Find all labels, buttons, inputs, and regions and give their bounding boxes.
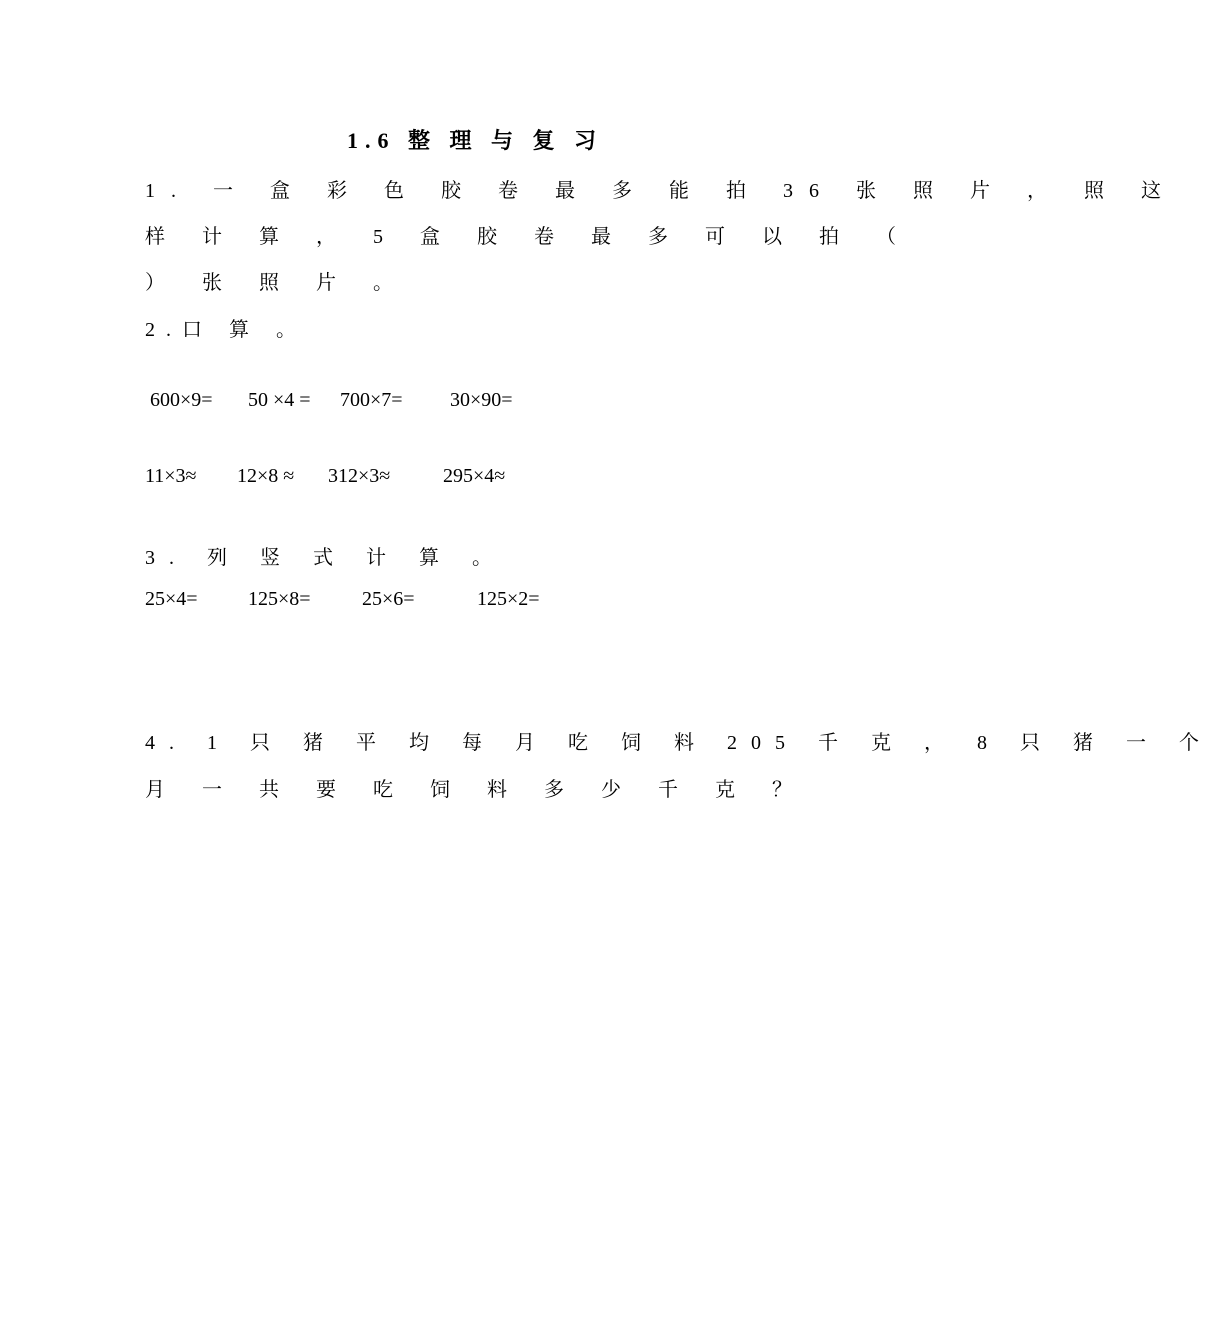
oral-calc-item: 700×7= [340,389,403,411]
question-4-line-2: 月 一 共 要 吃 饲 料 多 少 千 克 ？ [145,779,808,801]
estimate-item: 312×3≈ [328,465,391,487]
vertical-calc-row [0,588,950,616]
page-title: 1.6 整 理 与 复 习 [346,128,603,153]
question-1-line-3: ） 张 照 片 。 [145,272,409,294]
question-1-line-2: 样 计 算 ， 5 盒 胶 卷 最 多 可 以 拍 （ [145,226,912,248]
vertical-calc-item: 25×4= [145,588,198,610]
vertical-calc-item: 125×8= [248,588,311,610]
question-2-heading: 2.口 算 。 [145,319,307,341]
vertical-calc-item: 25×6= [362,588,415,610]
vertical-calc-item: 125×2= [477,588,540,610]
estimate-item: 12×8 ≈ [237,465,295,487]
oral-calc-item: 600×9= [150,389,213,411]
oral-calc-row-2 [0,465,950,493]
question-1-line-1: 1. 一 盒 彩 色 胶 卷 最 多 能 拍 36 张 照 片 ， 照 这 [145,180,1177,202]
question-3-heading: 3. 列 竖 式 计 算 。 [145,547,506,569]
oral-calc-item: 50 ×4 = [248,389,311,411]
oral-calc-row-1 [0,389,950,417]
oral-calc-item: 30×90= [450,389,513,411]
question-4-line-1: 4. 1 只 猪 平 均 每 月 吃 饲 料 205 千 克 ， 8 只 猪 一 个 [145,732,1213,754]
estimate-item: 295×4≈ [443,465,506,487]
estimate-item: 11×3≈ [145,465,197,487]
